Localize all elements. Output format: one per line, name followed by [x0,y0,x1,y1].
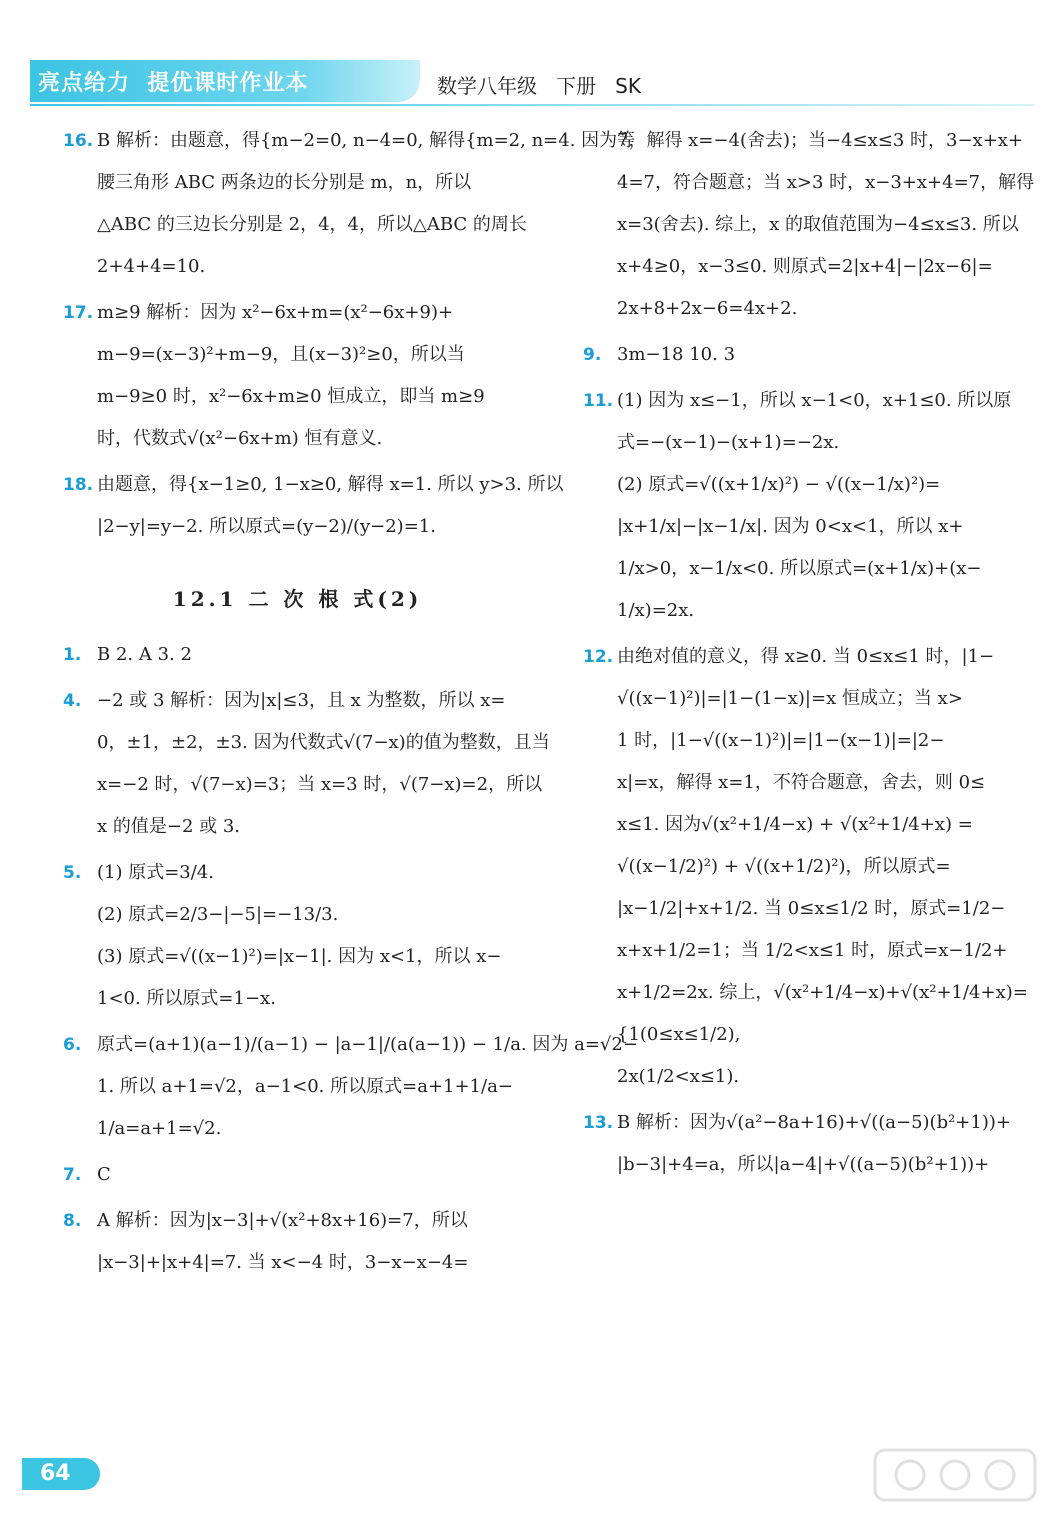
answer-line: x+1/2=2x. 综上，√(x²+1/4−x)+√(x²+1/4+x)= [617,982,1028,1003]
answer-line: B 2. A 3. 2 [97,644,192,665]
question-number: 12. [583,647,614,667]
question-number: 18. [63,475,94,495]
subject-label: 数学八年级 下册 SK [437,74,641,98]
answer-line: 7，解得 x=−4(舍去)；当−4≤x≤3 时，3−x+x+ [617,130,1024,151]
answer-line: (2) 原式=2/3−|−5|=−13/3. [97,904,339,925]
question-number: 1. [63,645,82,665]
answer-line: 4=7，符合题意；当 x>3 时，x−3+x+4=7，解得 [617,172,1035,193]
left-column [55,120,638,1288]
answer-line: (1) 因为 x≤−1，所以 x−1<0，x+1≤0. 所以原 [617,390,1012,411]
answer-line: |b−3|+4=a，所以|a−4|+√((a−5)(b²+1))+ [617,1154,990,1175]
answer-line: 由题意，得{x−1≥0, 1−x≥0, 解得 x=1. 所以 y>3. 所以 [97,474,564,495]
answer-line: |2−y|=y−2. 所以原式=(y−2)/(y−2)=1. [97,516,436,537]
answer-line: x|=x，解得 x=1，不符合题意，舍去，则 0≤ [617,772,986,793]
answer-line: 2x+8+2x−6=4x+2. [617,298,798,319]
answer-line: 1/x>0，x−1/x<0. 所以原式=(x+1/x)+(x− [617,558,982,579]
question-number: 9. [583,345,602,365]
answer-line: m−9=(x−3)²+m−9，且(x−3)²≥0，所以当 [97,344,465,365]
answer-item [55,680,550,848]
answer-item [575,380,1045,632]
answer-line: 1/x)=2x. [617,600,695,621]
answer-line: B 解析：由题意，得{m−2=0, n−4=0, 解得{m=2, n=4. 因为等 [97,130,636,151]
answer-line: x 的值是−2 或 3. [97,816,241,837]
answer-line: x=3(舍去). 综上，x 的取值范围为−4≤x≤3. 所以 [617,214,1019,235]
answer-line: 2+4+4=10. [97,256,206,277]
answer-line: 1/a=a+1=√2. [97,1118,222,1139]
question-number: 11. [583,391,614,411]
answer-item [575,636,1045,1098]
page-header [0,0,1051,100]
answer-item [55,1154,540,1196]
section-title: 12.1 二 次 根 式(2) [172,587,423,611]
answer-line: x=−2 时，√(7−x)=3；当 x=3 时，√(7−x)=2，所以 [97,774,543,795]
question-number: 8. [63,1211,82,1231]
right-column [575,120,1045,1190]
answer-line: 原式=(a+1)(a−1)/(a−1) − |a−1|/(a(a−1)) − 1/a. 因为 a=√2− [97,1034,638,1055]
answer-line: 0，±1，±2，±3. 因为代数式√(7−x)的值为整数，且当 [97,732,550,753]
answer-line: (2) 原式=√((x+1/x)²) − √((x−1/x)²)= [617,474,941,495]
answer-line: x+4≥0，x−3≤0. 则原式=2|x+4|−|2x−6|= [617,256,993,277]
answer-line: |x−3|+|x+4|=7. 当 x<−4 时，3−x−x−4= [97,1252,469,1273]
answer-line: x≤1. 因为√(x²+1/4−x) + √(x²+1/4+x) = [617,814,973,835]
answer-line: |x−1/2|+x+1/2. 当 0≤x≤1/2 时，原式=1/2− [617,898,1006,919]
answer-line: m−9≥0 时，x²−6x+m≥0 恒成立，即当 m≥9 [97,386,485,407]
answer-line: 腰三角形 ABC 两条边的长分别是 m，n，所以 [97,172,472,193]
question-number: 5. [63,863,82,883]
answer-item [55,1200,540,1284]
answer-line: 时，代数式√(x²−6x+m) 恒有意义. [97,428,383,449]
answer-line: x+x+1/2=1；当 1/2<x≤1 时，原式=x−1/2+ [617,940,1008,961]
question-number: 13. [583,1113,614,1133]
page-number: 64 [40,1461,71,1486]
answer-line: {1(0≤x≤1/2), [617,1024,741,1045]
answer-item [55,464,564,548]
answer-item [55,852,540,1020]
question-number: 4. [63,691,82,711]
answer-line: m≥9 解析：因为 x²−6x+m=(x²−6x+9)+ [97,302,454,323]
question-number: 6. [63,1035,82,1055]
answer-line: (1) 原式=3/4. [97,862,214,883]
watermark-logo [870,1440,1040,1530]
answer-item [55,120,636,288]
answer-line: B 解析：因为√(a²−8a+16)+√((a−5)(b²+1))+ [617,1112,1011,1133]
question-number: 17. [63,303,94,323]
answer-line: (3) 原式=√((x−1)²)=|x−1|. 因为 x<1，所以 x− [97,946,502,967]
header-divider [30,104,1035,106]
answer-line: 由绝对值的意义，得 x≥0. 当 0≤x≤1 时，|1− [617,646,995,667]
question-number: 7. [63,1165,82,1185]
answer-item [55,634,540,676]
answer-line: 2x(1/2<x≤1). [617,1066,740,1087]
answer-line: √((x−1)²)|=|1−(1−x)|=x 恒成立；当 x> [617,688,963,709]
answer-line: −2 或 3 解析：因为|x|≤3，且 x 为整数，所以 x= [97,690,506,711]
answer-item [575,334,1045,376]
answer-item [55,292,540,460]
answer-line: A 解析：因为|x−3|+√(x²+8x+16)=7，所以 [97,1210,468,1231]
answer-line: |x+1/x|−|x−1/x|. 因为 0<x<1，所以 x+ [617,516,964,537]
answer-line: 1<0. 所以原式=1−x. [97,988,276,1009]
answer-line: 式=−(x−1)−(x+1)=−2x. [617,432,840,453]
answer-line: 3m−18 10. 3 [617,344,736,365]
answer-line: 1 时，|1−√((x−1)²)|=|1−(x−1)|=|2− [617,730,945,751]
answer-line: △ABC 的三边长分别是 2，4，4，所以△ABC 的周长 [97,214,527,235]
answer-line: 1. 所以 a+1=√2，a−1<0. 所以原式=a+1+1/a− [97,1076,513,1097]
answer-line: C [97,1164,111,1185]
answer-item [575,1102,1045,1186]
question-number: 16. [63,131,94,151]
book-title: 亮点给力 提优课时作业本 [38,71,309,96]
answer-line: √((x−1/2)²) + √((x+1/2)²)，所以原式= [617,856,951,877]
answer-item [575,120,1045,330]
